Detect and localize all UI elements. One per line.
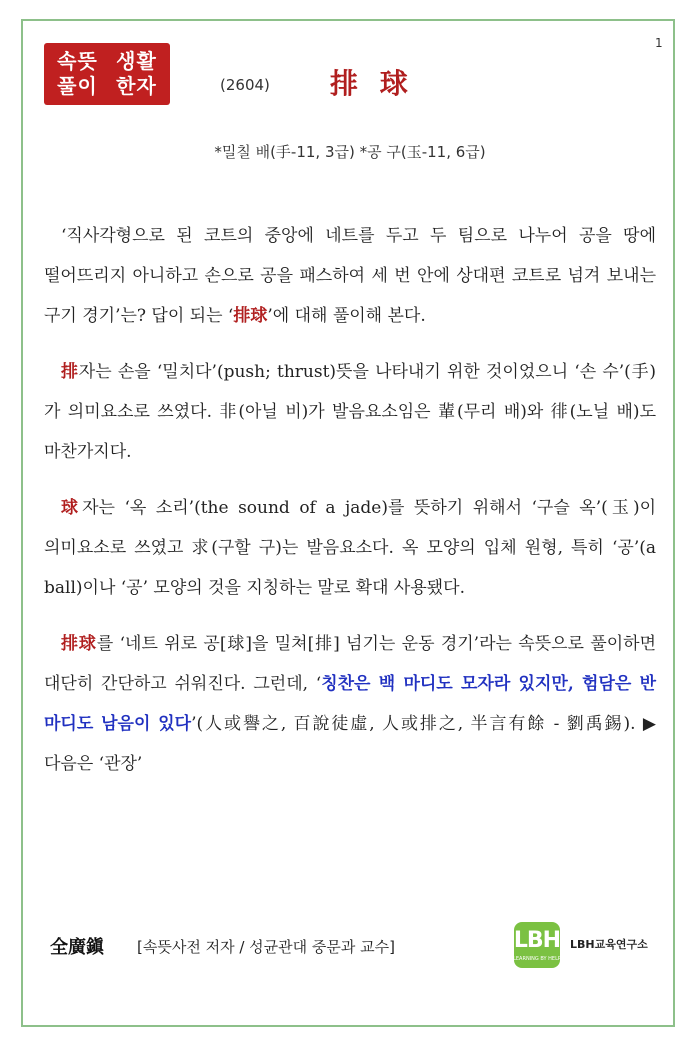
paragraph-text: 자는 ‘옥 소리’(the sound of a jade)를 뜻하기 위해서 ‘구슬 옥’(玉)이 의미요소로 쓰였고 求(구할 구)는 발음요소다. 옥 모양의 입체 원형, 특히 ‘공’(a ball)이나 ‘공’ 모양의 것을 지칭하는 말로 확대 사용됐다. <box>44 498 657 598</box>
logo-column-left <box>50 47 105 101</box>
quote-highlight: 칭찬은 백 마디도 모자라 있지만, 험담은 반 마디도 남음이 있다 <box>44 674 656 734</box>
series-logo <box>44 43 170 105</box>
publisher-name: LBH교육연구소 <box>570 938 648 951</box>
character-definitions: *밀칠 배(手-11, 3급) *공 구(玉-11, 6급) <box>214 143 486 161</box>
body-paragraph <box>44 624 656 784</box>
article-code: (2604) <box>220 76 270 94</box>
body-paragraph <box>44 488 656 608</box>
logo-column-right <box>109 47 164 101</box>
page-number: 1 <box>655 36 663 50</box>
logo-text: 생활 <box>116 49 157 73</box>
logo-text: 한자 <box>116 74 157 98</box>
paragraph-text: 자는 손을 ‘밀치다’(push; thrust)뜻을 나타내기 위한 것이었으니 ‘손 수’(手)가 의미요소로 쓰였다. 非(아닐 비)가 발음요소임은 輩(무리 배)와 徘(노닐 배)도 마찬가지다. <box>44 362 656 462</box>
publisher-logo <box>508 916 656 972</box>
body-paragraph <box>44 216 656 336</box>
paragraph-text: ’에 대해 풀이해 본다. <box>267 306 426 326</box>
article-body <box>44 216 656 800</box>
page-title: 排 球 <box>330 67 414 100</box>
lbh-badge-icon <box>508 916 566 972</box>
hanja-term: 球 <box>61 498 83 518</box>
body-paragraph <box>44 352 656 472</box>
paragraph-text: ’(人或譽之, 百說徒虛, 人或排之, 半言有餘 - 劉禹錫). ▶ 다음은 ‘관장’ <box>44 714 656 774</box>
author-role: [속뜻사전 저자 / 성균관대 중문과 교수] <box>137 938 395 956</box>
hanja-term: 排球 <box>61 634 97 654</box>
paragraph-text: ‘직사각형으로 된 코트의 중앙에 네트를 두고 두 팀으로 나누어 공을 땅에 떨어뜨리지 아니하고 손으로 공을 패스하여 세 번 안에 상대편 코트로 넘겨 보내는 구기 경기’는? 답이 되는 ‘ <box>44 226 656 326</box>
paragraph-text: 를 ‘네트 위로 공[球]을 밀쳐[排] 넘기는 운동 경기’라는 속뜻으로 풀이하면 대단히 간단하고 쉬워진다. 그런데, ‘ <box>44 634 656 694</box>
hanja-term: 排 <box>61 362 79 382</box>
hanja-term: 排球 <box>233 306 268 326</box>
lbh-badge-subtext: LEARNING BY HELP <box>513 956 561 962</box>
logo-text: 속뜻 <box>57 49 98 73</box>
lbh-badge-text: LBH <box>513 928 561 953</box>
logo-text: 풀이 <box>57 74 98 98</box>
author-name: 全廣鎭 <box>50 937 104 958</box>
